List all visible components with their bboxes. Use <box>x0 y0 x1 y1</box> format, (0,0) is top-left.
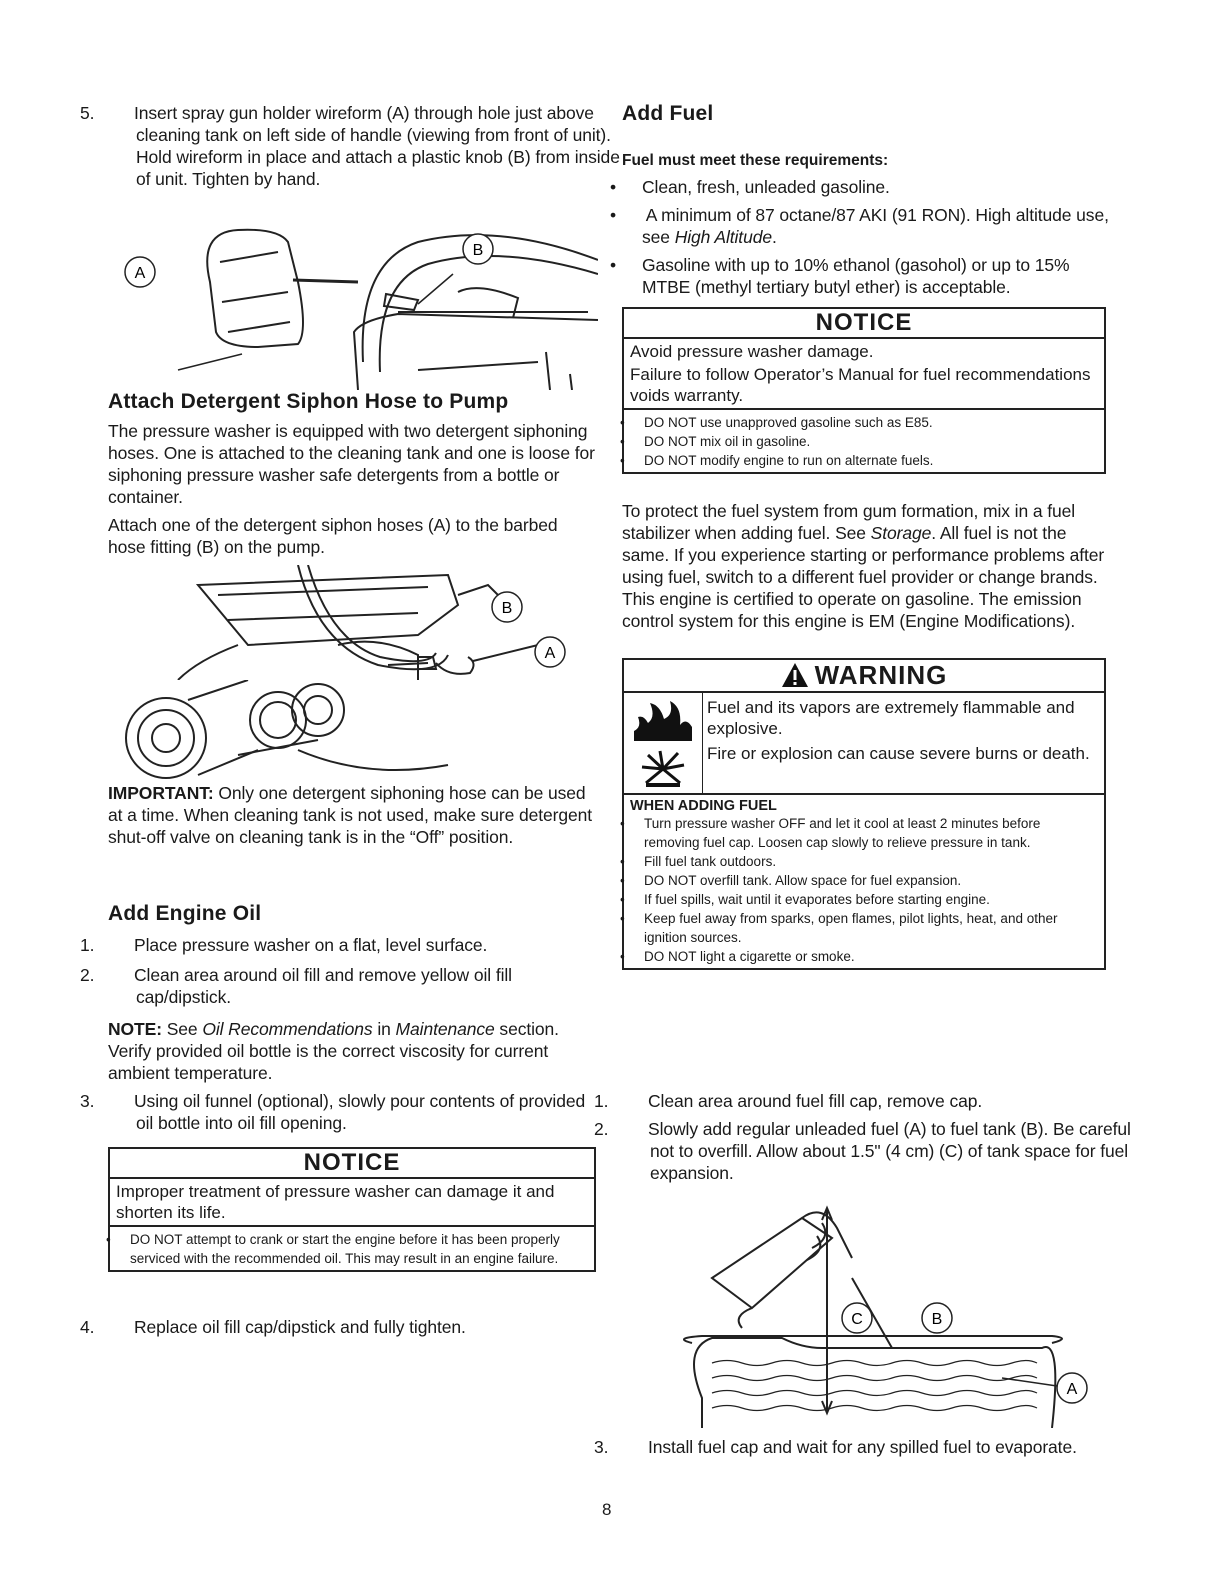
siphon-heading: Attach Detergent Siphon Hose to Pump <box>108 390 509 413</box>
warning-title: WARNING <box>624 660 1104 693</box>
oil-step-4: 4. Replace oil fill cap/dipstick and fully tighten. <box>80 1317 466 1337</box>
oil-note: NOTE: See Oil Recommendations in Maintenance section. Verify provided oil bottle is the correct viscosity for current ambient temperature. <box>108 1019 559 1083</box>
fuel-step-1: 1. Clean area around fuel fill cap, remove cap. <box>594 1091 983 1111</box>
important-note: IMPORTANT: Only one detergent siphoning hose can be used at a time. When cleaning tank is not used, make sure detergent shut-off valve on cleaning tank is in the “Off” position. <box>108 783 593 847</box>
page-number: 8 <box>602 1500 612 1519</box>
oil-step-2: 2. Clean area around oil fill and remove yellow oil fill cap/dipstick. <box>80 965 512 1007</box>
fuel-req-1: • Clean, fresh, unleaded gasoline. <box>620 176 1122 198</box>
callout-a3 <box>1057 1373 1087 1403</box>
flame-icon <box>630 697 696 743</box>
notice-fuel-msg-2: Failure to follow Operator’s Manual for fuel recommendations voids warranty. <box>624 362 1104 410</box>
pump-illustration-lower <box>118 680 518 790</box>
callout-b <box>463 234 493 264</box>
warning-item: • Keep fuel away from sparks, open flames, pilot lights, heat, and other ignition sources. <box>630 909 1098 947</box>
svg-text:A: A <box>1066 1381 1078 1398</box>
notice-oil-message: Improper treatment of pressure washer can damage it and shorten its life. <box>110 1179 594 1227</box>
svg-text:B: B <box>931 1311 943 1328</box>
notice-fuel <box>622 307 1106 474</box>
warning-subheading: WHEN ADDING FUEL <box>630 798 777 814</box>
oil-step-3: 3. Using oil funnel (optional), slowly pour contents of provided oil bottle into oil fill opening. <box>80 1091 586 1133</box>
warning-line-2: Fire or explosion can cause severe burns or death. <box>707 744 1090 763</box>
pump-illustration <box>118 565 578 680</box>
fuel-req-3: • Gasoline with up to 10% ethanol (gasohol) or up to 15% MTBE (methyl tertiary butyl ether) is acceptable. <box>620 254 1122 298</box>
explosion-icon <box>638 749 688 789</box>
fuel-step-2: 2. Slowly add regular unleaded fuel (A) to fuel tank (B). Be careful not to overfill. Allow about 1.5" (4 cm) (C) of tank space for fuel expansion. <box>594 1119 1131 1183</box>
notice-oil-item: • DO NOT attempt to crank or start the engine before it has been properly serviced with the recommended oil. This may result in an engine failure. <box>116 1230 588 1268</box>
callout-b3 <box>922 1303 952 1333</box>
warning-item: • DO NOT overfill tank. Allow space for fuel expansion. <box>630 871 1098 890</box>
fuel-req-2: • A minimum of 87 octane/87 AKI (91 RON). High altitude use, see High Altitude. <box>620 204 1122 248</box>
add-fuel-heading: Add Fuel <box>622 102 714 125</box>
svg-text:A: A <box>544 645 556 662</box>
warning-item: • Turn pressure washer OFF and let it cool at least 2 minutes before removing fuel cap. Loosen cap slowly to relieve pressure in tank. <box>630 814 1098 852</box>
fuel-requirements-heading: Fuel must meet these requirements: <box>622 152 889 169</box>
svg-text:C: C <box>851 1311 863 1328</box>
svg-text:B: B <box>472 242 484 259</box>
notice-oil-title: NOTICE <box>110 1149 594 1179</box>
wireform-illustration <box>118 222 598 390</box>
step-5: 5. Insert spray gun holder wireform (A) through hole just above cleaning tank on left side of handle (viewing from front of unit). Hold wireform in place and attach a plastic knob (B) from inside of unit. Tighten by hand. <box>80 103 620 189</box>
callout-c <box>842 1303 872 1333</box>
svg-text:B: B <box>501 600 513 617</box>
svg-text:A: A <box>134 265 146 282</box>
callout-a2 <box>535 637 565 667</box>
siphon-paragraph-1: The pressure washer is equipped with two detergent siphoning hoses. One is attached to the cleaning tank and one is loose for siphoning pressure washer safe detergents from a bottle or container. <box>108 421 595 507</box>
siphon-paragraph-2: Attach one of the detergent siphon hoses (A) to the barbed hose fitting (B) on the pump. <box>108 515 558 557</box>
notice-oil <box>108 1147 596 1272</box>
warning-box <box>622 658 1106 970</box>
notice-fuel-item: • DO NOT use unapproved gasoline such as E85. <box>630 413 1098 432</box>
warning-triangle-icon <box>781 662 809 688</box>
callout-a <box>125 257 155 287</box>
fuel-protect-paragraph: To protect the fuel system from gum formation, mix in a fuel stabilizer when adding fuel. See Storage. All fuel is not the same. If you experience starting or performance problems after using fuel, switch to a different fuel provider or change brands. This engine is certified to operate on gasoline. The emission control system for this engine is EM (Engine Modifications). <box>622 501 1105 631</box>
fuel-step-3: 3. Install fuel cap and wait for any spilled fuel to evaporate. <box>594 1437 1077 1457</box>
fuel-tank-illustration <box>672 1198 1102 1428</box>
engine-oil-heading: Add Engine Oil <box>108 902 262 925</box>
notice-fuel-title: NOTICE <box>624 309 1104 339</box>
notice-fuel-item: • DO NOT mix oil in gasoline. <box>630 432 1098 451</box>
warning-line-1: Fuel and its vapors are extremely flammable and explosive. <box>707 698 1075 738</box>
warning-item: • If fuel spills, wait until it evaporates before starting engine. <box>630 890 1098 909</box>
warning-item: • Fill fuel tank outdoors. <box>630 852 1098 871</box>
callout-b2 <box>492 592 522 622</box>
oil-step-1: 1. Place pressure washer on a flat, level surface. <box>80 935 488 955</box>
notice-fuel-item: • DO NOT modify engine to run on alternate fuels. <box>630 451 1098 470</box>
warning-item: • DO NOT light a cigarette or smoke. <box>630 947 1098 966</box>
notice-fuel-msg-1: Avoid pressure washer damage. <box>630 342 874 361</box>
